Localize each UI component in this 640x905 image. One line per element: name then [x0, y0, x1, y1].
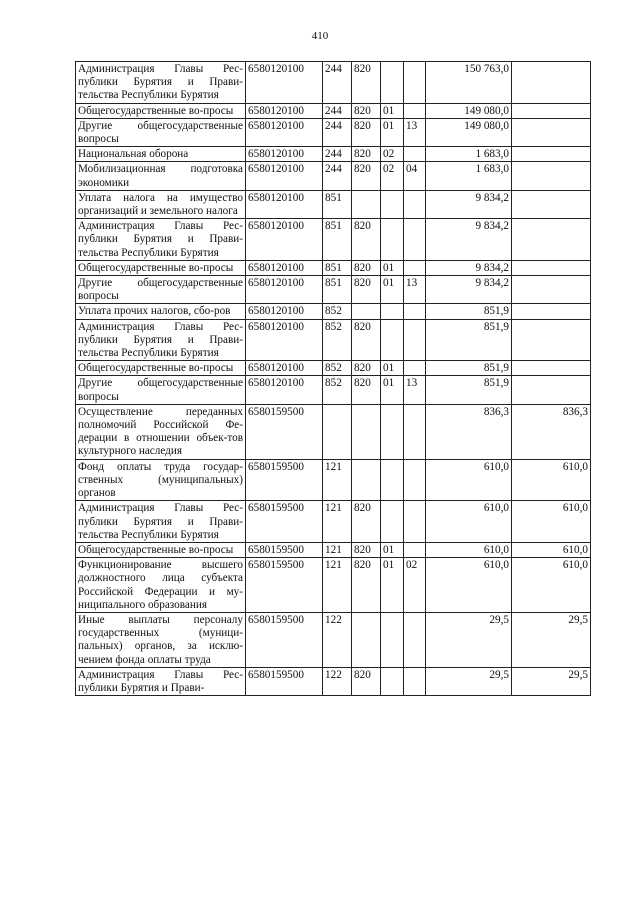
table-row: [76, 62, 591, 104]
table-row: [76, 319, 591, 361]
cell-subsection: [404, 304, 426, 319]
table-row: [76, 103, 591, 118]
cell-amount-federal: 29,5: [512, 612, 591, 667]
cell-subsection: 13: [404, 118, 426, 146]
cell-section: 02: [381, 162, 404, 190]
budget-table-body: [76, 62, 591, 696]
cell-amount: 851,9: [426, 319, 512, 361]
cell-administrator: 820: [352, 558, 381, 613]
cell-expense-type: 851: [323, 276, 352, 304]
table-row: [76, 260, 591, 275]
table-row: [76, 219, 591, 261]
table-row: [76, 304, 591, 319]
cell-expense-type: 244: [323, 62, 352, 104]
cell-target-article: 6580120100: [246, 276, 323, 304]
cell-target-article: 6580159500: [246, 404, 323, 459]
cell-subsection: [404, 319, 426, 361]
cell-name: Осуществление переданных полномочий Российской Фе-дерации в отношении объек-тов культурного наследия: [76, 404, 246, 459]
cell-subsection: 04: [404, 162, 426, 190]
table-row: [76, 459, 591, 501]
cell-name: Другие общегосударственные вопросы: [76, 376, 246, 404]
cell-section: 01: [381, 276, 404, 304]
table-row: [76, 276, 591, 304]
cell-expense-type: 852: [323, 304, 352, 319]
cell-target-article: 6580120100: [246, 190, 323, 218]
cell-expense-type: 122: [323, 667, 352, 695]
cell-administrator: 820: [352, 62, 381, 104]
cell-administrator: 820: [352, 667, 381, 695]
table-row: [76, 542, 591, 557]
cell-amount: 9 834,2: [426, 190, 512, 218]
cell-amount-federal: 610,0: [512, 459, 591, 501]
cell-expense-type: 851: [323, 260, 352, 275]
cell-section: 02: [381, 147, 404, 162]
cell-administrator: [352, 304, 381, 319]
cell-name: Администрация Главы Рес-публики Бурятия и Прави-тельства Республики Бурятия: [76, 62, 246, 104]
cell-expense-type: 852: [323, 361, 352, 376]
cell-amount-federal: [512, 361, 591, 376]
cell-subsection: [404, 542, 426, 557]
cell-section: [381, 319, 404, 361]
cell-subsection: 13: [404, 276, 426, 304]
cell-name: Иные выплаты персоналу государственных (муници-пальных) органов, за исклю-чением фонда оплаты труда: [76, 612, 246, 667]
cell-amount-federal: 610,0: [512, 542, 591, 557]
cell-section: 01: [381, 542, 404, 557]
cell-amount-federal: [512, 304, 591, 319]
cell-subsection: [404, 147, 426, 162]
cell-amount-federal: 610,0: [512, 501, 591, 543]
cell-administrator: [352, 190, 381, 218]
cell-administrator: 820: [352, 542, 381, 557]
cell-target-article: 6580120100: [246, 304, 323, 319]
cell-subsection: [404, 103, 426, 118]
cell-section: 01: [381, 118, 404, 146]
cell-name: Общегосударственные во-просы: [76, 260, 246, 275]
cell-name: Уплата прочих налогов, сбо-ров: [76, 304, 246, 319]
cell-expense-type: 121: [323, 558, 352, 613]
cell-administrator: 820: [352, 219, 381, 261]
cell-target-article: 6580120100: [246, 62, 323, 104]
cell-section: [381, 459, 404, 501]
cell-amount-federal: [512, 162, 591, 190]
cell-expense-type: 121: [323, 459, 352, 501]
cell-amount: 9 834,2: [426, 276, 512, 304]
cell-name: Фонд оплаты труда государ-ственных (муниципальных) органов: [76, 459, 246, 501]
cell-subsection: [404, 501, 426, 543]
budget-table: [75, 61, 591, 696]
cell-target-article: 6580120100: [246, 361, 323, 376]
cell-administrator: 820: [352, 319, 381, 361]
cell-name: Другие общегосударственные вопросы: [76, 118, 246, 146]
cell-section: 01: [381, 558, 404, 613]
cell-administrator: 820: [352, 501, 381, 543]
cell-expense-type: 851: [323, 219, 352, 261]
cell-name: Общегосударственные во-просы: [76, 542, 246, 557]
cell-amount: 1 683,0: [426, 162, 512, 190]
cell-amount: 9 834,2: [426, 260, 512, 275]
cell-administrator: 820: [352, 103, 381, 118]
cell-target-article: 6580120100: [246, 147, 323, 162]
cell-target-article: 6580120100: [246, 103, 323, 118]
cell-amount: 1 683,0: [426, 147, 512, 162]
cell-target-article: 6580120100: [246, 162, 323, 190]
cell-expense-type: 121: [323, 542, 352, 557]
cell-section: [381, 501, 404, 543]
page-number: 410: [311, 30, 329, 42]
cell-name: Администрация Главы Рес-публики Бурятия и Прави-тельства Республики Бурятия: [76, 501, 246, 543]
cell-section: [381, 667, 404, 695]
cell-amount-federal: 29,5: [512, 667, 591, 695]
cell-section: 01: [381, 361, 404, 376]
cell-expense-type: 122: [323, 612, 352, 667]
cell-name: Уплата налога на имущество организаций и земельного налога: [76, 190, 246, 218]
cell-administrator: 820: [352, 260, 381, 275]
table-row: [76, 147, 591, 162]
cell-amount-federal: [512, 260, 591, 275]
cell-administrator: 820: [352, 147, 381, 162]
cell-subsection: [404, 361, 426, 376]
cell-amount-federal: [512, 219, 591, 261]
cell-section: 01: [381, 103, 404, 118]
table-row: [76, 404, 591, 459]
cell-amount-federal: [512, 190, 591, 218]
cell-target-article: 6580159500: [246, 558, 323, 613]
cell-target-article: 6580120100: [246, 219, 323, 261]
table-row: [76, 361, 591, 376]
cell-expense-type: 244: [323, 147, 352, 162]
cell-amount: 149 080,0: [426, 103, 512, 118]
cell-amount: 610,0: [426, 542, 512, 557]
cell-name: Мобилизационная подготовка экономики: [76, 162, 246, 190]
cell-name: Администрация Главы Рес-публики Бурятия и Прави-: [76, 667, 246, 695]
cell-expense-type: 851: [323, 190, 352, 218]
cell-target-article: 6580120100: [246, 319, 323, 361]
cell-subsection: [404, 459, 426, 501]
cell-administrator: 820: [352, 376, 381, 404]
cell-section: [381, 404, 404, 459]
table-row: [76, 667, 591, 695]
table-row: [76, 558, 591, 613]
table-row: [76, 162, 591, 190]
cell-target-article: 6580120100: [246, 260, 323, 275]
cell-target-article: 6580159500: [246, 612, 323, 667]
cell-target-article: 6580159500: [246, 542, 323, 557]
cell-amount-federal: [512, 147, 591, 162]
cell-expense-type: 244: [323, 162, 352, 190]
cell-name: Администрация Главы Рес-публики Бурятия и Прави-тельства Республики Бурятия: [76, 319, 246, 361]
cell-subsection: [404, 612, 426, 667]
cell-section: [381, 62, 404, 104]
cell-section: 01: [381, 260, 404, 275]
cell-name: Общегосударственные во-просы: [76, 361, 246, 376]
cell-expense-type: [323, 404, 352, 459]
cell-amount: 29,5: [426, 612, 512, 667]
cell-amount: 149 080,0: [426, 118, 512, 146]
cell-subsection: 02: [404, 558, 426, 613]
cell-name: Другие общегосударственные вопросы: [76, 276, 246, 304]
cell-amount: 851,9: [426, 361, 512, 376]
cell-name: Администрация Главы Рес-публики Бурятия и Прави-тельства Республики Бурятия: [76, 219, 246, 261]
table-row: [76, 118, 591, 146]
cell-expense-type: 852: [323, 319, 352, 361]
table-row: [76, 376, 591, 404]
cell-amount-federal: [512, 319, 591, 361]
cell-expense-type: 852: [323, 376, 352, 404]
cell-subsection: [404, 219, 426, 261]
cell-target-article: 6580120100: [246, 118, 323, 146]
cell-subsection: [404, 667, 426, 695]
cell-subsection: [404, 190, 426, 218]
cell-section: 01: [381, 376, 404, 404]
cell-amount-federal: 836,3: [512, 404, 591, 459]
cell-target-article: 6580159500: [246, 459, 323, 501]
cell-section: [381, 219, 404, 261]
cell-amount: 29,5: [426, 667, 512, 695]
cell-subsection: [404, 404, 426, 459]
cell-name: Национальная оборона: [76, 147, 246, 162]
cell-administrator: [352, 612, 381, 667]
cell-amount-federal: [512, 62, 591, 104]
cell-amount: 610,0: [426, 501, 512, 543]
cell-amount: 610,0: [426, 558, 512, 613]
cell-expense-type: 244: [323, 103, 352, 118]
cell-amount: 150 763,0: [426, 62, 512, 104]
table-row: [76, 612, 591, 667]
cell-target-article: 6580120100: [246, 376, 323, 404]
table-row: [76, 501, 591, 543]
cell-amount-federal: [512, 276, 591, 304]
cell-section: [381, 190, 404, 218]
cell-target-article: 6580159500: [246, 667, 323, 695]
cell-amount-federal: [512, 376, 591, 404]
cell-section: [381, 304, 404, 319]
cell-expense-type: 121: [323, 501, 352, 543]
cell-expense-type: 244: [323, 118, 352, 146]
cell-section: [381, 612, 404, 667]
cell-administrator: [352, 459, 381, 501]
cell-amount-federal: 610,0: [512, 558, 591, 613]
cell-subsection: 13: [404, 376, 426, 404]
cell-administrator: [352, 404, 381, 459]
cell-name: Общегосударственные во-просы: [76, 103, 246, 118]
cell-target-article: 6580159500: [246, 501, 323, 543]
cell-administrator: 820: [352, 118, 381, 146]
cell-administrator: 820: [352, 361, 381, 376]
cell-amount: 610,0: [426, 459, 512, 501]
cell-amount-federal: [512, 118, 591, 146]
table-row: [76, 190, 591, 218]
cell-name: Функционирование высшего должностного лица субъекта Российской Федерации и му-ниципального образования: [76, 558, 246, 613]
cell-administrator: 820: [352, 162, 381, 190]
cell-amount-federal: [512, 103, 591, 118]
cell-amount: 836,3: [426, 404, 512, 459]
cell-administrator: 820: [352, 276, 381, 304]
cell-amount: 9 834,2: [426, 219, 512, 261]
cell-amount: 851,9: [426, 376, 512, 404]
cell-subsection: [404, 260, 426, 275]
cell-subsection: [404, 62, 426, 104]
cell-amount: 851,9: [426, 304, 512, 319]
